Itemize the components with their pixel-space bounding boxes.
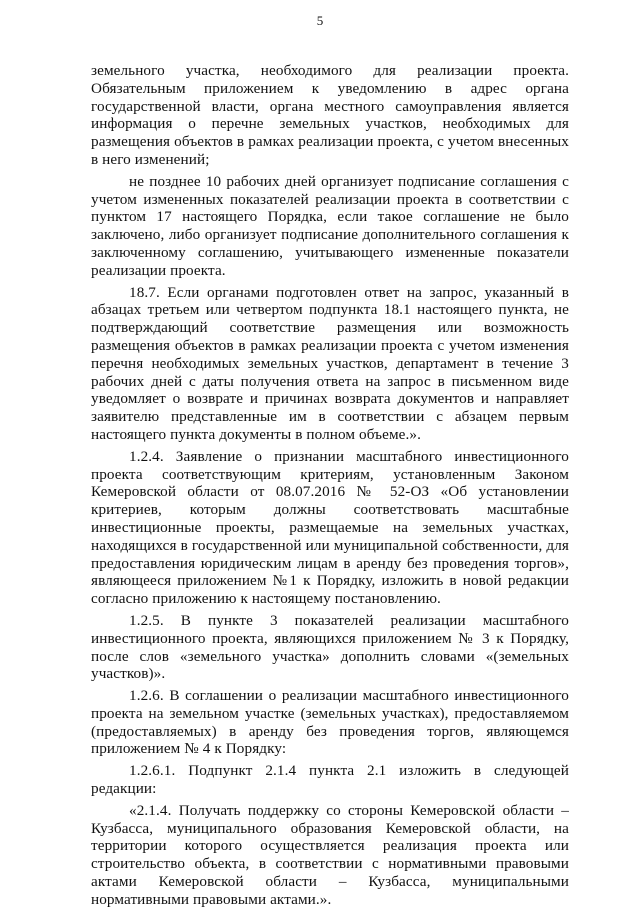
paragraph-1-2-6: 1.2.6. В соглашении о реализации масштабного инвестиционного проекта на земельном участке (земельных участках), предоставляемом (предоставляемых) в аренду без проведения торгов, являющемся приложением № 4 к Порядку:: [91, 687, 569, 758]
paragraph-1-2-6-1: 1.2.6.1. Подпункт 2.1.4 пункта 2.1 изложить в следующей редакции:: [91, 762, 569, 798]
paragraph-18-7: 18.7. Если органами подготовлен ответ на запрос, указанный в абзацах третьем или четвертом подпункта 18.1 настоящего пункта, не подтверждающий соответствие размещения или возможность размещения объектов в рамках реализации проекта с учетом изменения перечня необходимых земельных участков, департамент в течение 3 рабочих дней с даты получения ответа на запрос в письменном виде уведомляет о возврате и причинах возврата документов и направляет заявителю представленные им в соответствии с абзацем первым настоящего пункта документы в полном объеме.».: [91, 283, 569, 443]
paragraph-2-1-4: «2.1.4. Получать поддержку со стороны Кемеровской области – Кузбасса, муниципального образования Кемеровской области, на территории которого осуществляется реализация проекта или строительство объекта, в соответствии с нормативными правовыми актами Кемеровской области – Кузбасса, муниципальными нормативными правовыми актами.».: [91, 801, 569, 908]
paragraph-1-2-4: 1.2.4. Заявление о признании масштабного инвестиционного проекта соответствующим критериям, установленным Законом Кемеровской области от 08.07.2016 № 52-ОЗ «Об установлении критериев, которым должны соответствовать масштабные инвестиционные проекты, размещаемые на земельных участках, находящихся в государственной или муниципальной собственности, для предоставления юридическим лицам в аренду без проведения торгов», являющееся приложением №1 к Порядку, изложить в новой редакции согласно приложению к настоящему постановлению.: [91, 447, 569, 608]
paragraph-1-2-5: 1.2.5. В пункте 3 показателей реализации масштабного инвестиционного проекта, являющихся приложением № 3 к Порядку, после слов «земельного участка» дополнить словами «(земельных участков)».: [91, 611, 569, 683]
paragraph-deadline: не позднее 10 рабочих дней организует подписание соглашения с учетом измененных показателей реализации проекта в соответствии с пунктом 17 настоящего Порядка, если такое соглашение не было заключено, либо организует подписание дополнительного соглашения к заключенному соглашению, учитывающего измененные показатели реализации проекта.: [91, 172, 569, 279]
page-number: 5: [316, 13, 324, 28]
document-body: [91, 62, 569, 913]
paragraph-continuation: земельного участка, необходимого для реализации проекта. Обязательным приложением к уведомлению в адрес органа государственной власти, органа местного самоуправления является информация о перечне земельных участков, необходимых для размещения объектов в рамках реализации проекта, с учетом внесенных в него изменений;: [91, 62, 569, 168]
